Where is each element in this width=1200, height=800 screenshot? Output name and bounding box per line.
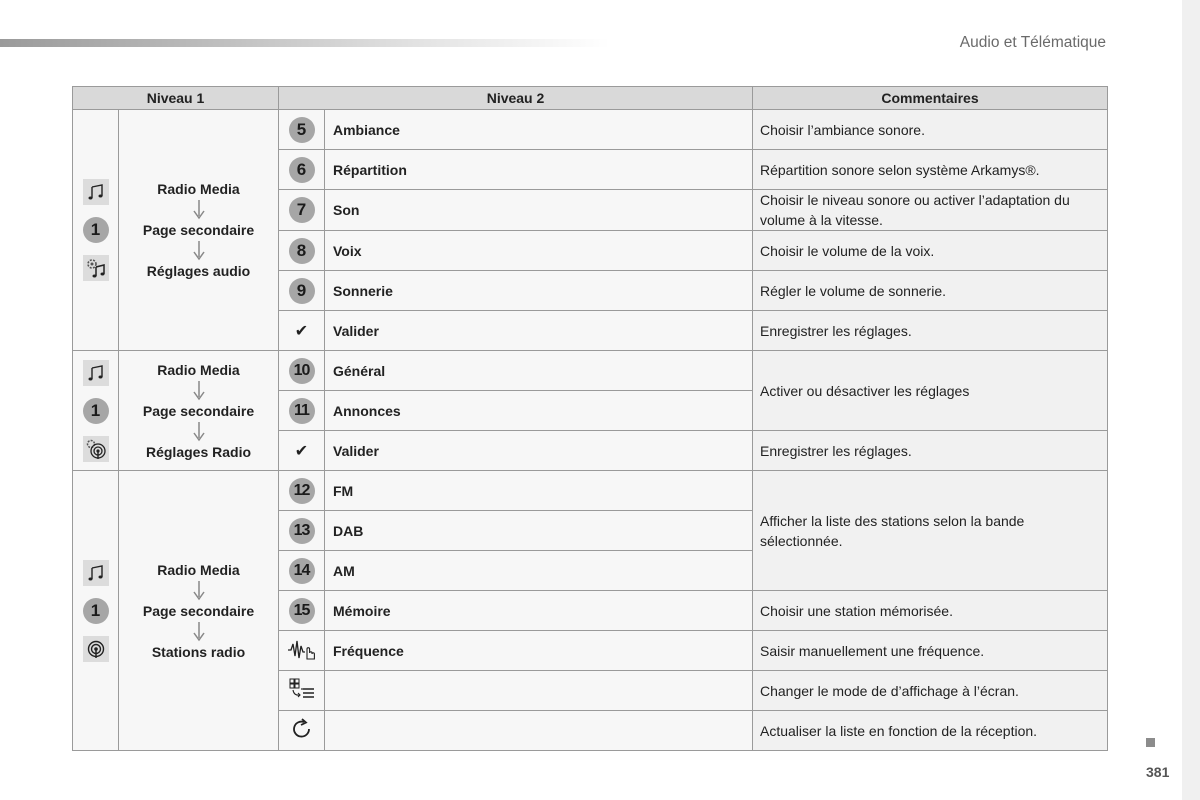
comment: Régler le volume de sonnerie. bbox=[753, 271, 1108, 311]
level2-label: Fréquence bbox=[325, 631, 753, 671]
comment: Choisir une station mémorisée. bbox=[753, 591, 1108, 631]
comment: Choisir le volume de la voix. bbox=[753, 231, 1108, 271]
item-number-badge: 15 bbox=[289, 598, 315, 624]
step-number-badge: 1 bbox=[83, 398, 109, 424]
music-note-icon bbox=[83, 360, 109, 386]
header-niveau-2: Niveau 2 bbox=[279, 87, 753, 110]
item-number-badge: 13 bbox=[289, 518, 315, 544]
header-gradient-bar bbox=[0, 39, 610, 47]
comment: Répartition sonore selon système Arkamys®. bbox=[753, 150, 1108, 190]
comment: Actualiser la liste en fonction de la réception. bbox=[753, 711, 1108, 751]
step-number-badge: 1 bbox=[83, 217, 109, 243]
settings-radio-icon bbox=[83, 436, 109, 462]
header-commentaires: Commentaires bbox=[753, 87, 1108, 110]
comment: Choisir l’ambiance sonore. bbox=[753, 110, 1108, 150]
display-mode-icon bbox=[288, 677, 316, 701]
group-icons bbox=[73, 351, 119, 471]
step-number-badge: 1 bbox=[83, 598, 109, 624]
arrow-down-icon bbox=[193, 622, 205, 642]
item-number-badge: 8 bbox=[289, 238, 315, 264]
comment: Activer ou désactiver les réglages bbox=[753, 351, 1108, 431]
path-step: Radio Media bbox=[157, 361, 240, 378]
music-note-icon bbox=[83, 179, 109, 205]
arrow-down-icon bbox=[193, 241, 205, 261]
level2-label bbox=[325, 671, 753, 711]
path-step: Page secondaire bbox=[142, 222, 255, 238]
item-number-badge: 5 bbox=[289, 117, 315, 143]
menu-path bbox=[119, 351, 279, 471]
level2-label: Valider bbox=[325, 311, 753, 351]
level2-label: Annonces bbox=[325, 391, 753, 431]
comment: Afficher la liste des stations selon la bande sélectionnée. bbox=[753, 471, 1108, 591]
item-number-badge: 9 bbox=[289, 278, 315, 304]
item-number-badge: 14 bbox=[289, 558, 315, 584]
refresh-icon bbox=[290, 717, 314, 741]
level2-label: Ambiance bbox=[325, 110, 753, 150]
music-note-icon bbox=[83, 560, 109, 586]
path-step: Page secondaire bbox=[142, 402, 255, 419]
comment: Saisir manuellement une fréquence. bbox=[753, 631, 1108, 671]
path-step: Radio Media bbox=[157, 181, 240, 197]
comment: Enregistrer les réglages. bbox=[753, 311, 1108, 351]
path-step: Radio Media bbox=[157, 561, 240, 578]
check-icon: ✔ bbox=[294, 322, 309, 340]
item-number-badge: 6 bbox=[289, 157, 315, 183]
arrow-down-icon bbox=[193, 381, 205, 401]
item-number-badge: 12 bbox=[289, 478, 315, 504]
settings-table bbox=[72, 86, 1108, 751]
menu-path bbox=[119, 471, 279, 751]
path-step: Page secondaire bbox=[142, 602, 255, 619]
path-step: Réglages Radio bbox=[145, 443, 252, 460]
check-icon: ✔ bbox=[294, 442, 309, 460]
group-icons bbox=[73, 471, 119, 751]
item-number-badge: 11 bbox=[289, 398, 315, 424]
page-edge-strip bbox=[1182, 0, 1200, 800]
comment: Changer le mode de d’affichage à l’écran. bbox=[753, 671, 1108, 711]
table-row bbox=[73, 471, 1108, 511]
level2-label: Général bbox=[325, 351, 753, 391]
header-niveau-1: Niveau 1 bbox=[73, 87, 279, 110]
level2-label: AM bbox=[325, 551, 753, 591]
group-icons bbox=[73, 110, 119, 351]
page-marker bbox=[1146, 738, 1155, 747]
table-row bbox=[73, 351, 1108, 391]
level2-label: FM bbox=[325, 471, 753, 511]
settings-music-icon bbox=[83, 255, 109, 281]
level2-label: Sonnerie bbox=[325, 271, 753, 311]
level2-label: Son bbox=[325, 190, 753, 231]
frequency-touch-icon bbox=[287, 637, 317, 661]
radio-waves-icon bbox=[83, 636, 109, 662]
comment: Choisir le niveau sonore ou activer l’adaptation du volume à la vitesse. bbox=[753, 190, 1108, 231]
menu-path bbox=[119, 110, 279, 351]
level2-label: Valider bbox=[325, 431, 753, 471]
arrow-down-icon bbox=[193, 422, 205, 442]
path-step: Réglages audio bbox=[146, 263, 251, 279]
level2-label: Répartition bbox=[325, 150, 753, 190]
section-title: Audio et Télématique bbox=[959, 34, 1106, 51]
level2-label: Mémoire bbox=[325, 591, 753, 631]
level2-label: DAB bbox=[325, 511, 753, 551]
level2-label: Voix bbox=[325, 231, 753, 271]
item-number-badge: 7 bbox=[289, 197, 315, 223]
page-number: 381 bbox=[1146, 764, 1170, 780]
level2-label bbox=[325, 711, 753, 751]
arrow-down-icon bbox=[193, 581, 205, 601]
path-step: Stations radio bbox=[151, 643, 246, 660]
table-row bbox=[73, 110, 1108, 150]
comment: Enregistrer les réglages. bbox=[753, 431, 1108, 471]
item-number-badge: 10 bbox=[289, 358, 315, 384]
arrow-down-icon bbox=[193, 200, 205, 220]
